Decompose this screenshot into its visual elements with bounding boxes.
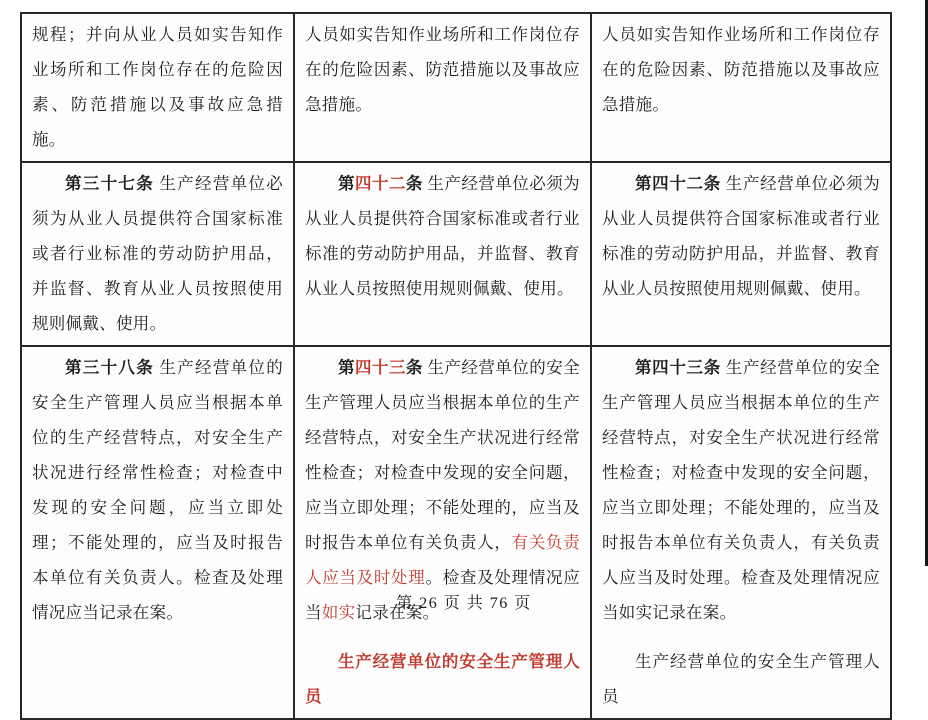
table-cell	[591, 162, 891, 346]
highlighted-text-run: 生产经营单位的安全生产管理人员	[305, 652, 580, 706]
text-run: 第三十七条	[65, 174, 154, 193]
text-run: 第三十八条	[65, 358, 154, 377]
text-run: 第	[338, 358, 355, 377]
table-cell	[591, 13, 891, 162]
table-cell	[591, 346, 891, 719]
text-run: 人员如实告知作业场所和工作岗位存在的危险因素、防范措施以及事故应急措施。	[602, 25, 880, 114]
paragraph	[32, 350, 283, 630]
table-row	[21, 162, 891, 346]
paragraph	[305, 17, 580, 122]
highlighted-text-run: 四十三	[354, 358, 406, 377]
paragraph	[602, 350, 880, 630]
text-run: 生产经营单位的安全生产管理人员	[602, 652, 880, 706]
text-run: 第四十三条	[635, 358, 721, 377]
paragraph	[602, 166, 880, 306]
text-run: 第	[338, 174, 355, 193]
text-run: 第四十二条	[635, 174, 721, 193]
table-cell	[294, 13, 591, 162]
text-run: 生产经营单位必须为从业人员提供符合国家标准或者行业标准的劳动防护用品，并监督、教育从业人员按照使用规则佩戴、使用。	[32, 174, 284, 333]
text-run: 生产经营单位的安全生产管理人员应当根据本单位的生产经营特点，对安全生产状况进行经常性检查；对检查中发现的安全问题，应当立即处理；不能处理的，应当及时报告本单位有关负责人，	[305, 358, 580, 552]
paragraph	[305, 166, 580, 306]
paragraph	[602, 17, 880, 122]
paragraph	[32, 166, 283, 341]
table-cell	[21, 13, 294, 162]
paragraph	[32, 17, 283, 157]
paragraph	[305, 644, 580, 714]
table-row	[21, 13, 891, 162]
text-run: 条	[405, 358, 423, 377]
text-run: 生产经营单位的安全生产管理人员应当根据本单位的生产经营特点，对安全生产状况进行经常性检查；对检查中发现的安全问题，应当立即处理；不能处理的，应当及时报告本单位有关负责人，有关负责人应当及时处理。检查及处理情况应当如实记录在案。	[602, 358, 881, 622]
table-cell	[294, 162, 591, 346]
table-row	[21, 346, 891, 719]
text-run: 生产经营单位必须为从业人员提供符合国家标准或者行业标准的劳动防护用品，并监督、教育从业人员按照使用规则佩戴、使用。	[602, 174, 881, 298]
text-run: 规程；并向从业人员如实告知作业场所和工作岗位存在的危险因素、防范措施以及事故应急措施。	[32, 25, 283, 149]
law-comparison-table	[20, 12, 892, 720]
page-number-footer: 第 26 页 共 76 页	[396, 595, 532, 612]
highlighted-text-run: 四十二	[354, 174, 406, 193]
text-run: 。检查及处理情况应当	[305, 568, 580, 622]
text-run: 人员如实告知作业场所和工作岗位存在的危险因素、防范措施以及事故应急措施。	[305, 25, 580, 114]
highlighted-text-run: 有关负责人应当及时处理	[305, 533, 581, 587]
text-run: 条	[405, 174, 423, 193]
table-cell	[294, 346, 591, 719]
highlighted-text-run: 如实	[321, 603, 356, 622]
paragraph	[602, 644, 880, 714]
table-cell	[21, 346, 294, 719]
text-run: 生产经营单位的安全生产管理人员应当根据本单位的生产经营特点，对安全生产状况进行经常性检查；对检查中发现的安全问题，应当立即处理；不能处理的，应当及时报告本单位有关负责人。检查及处理情况应当记录在案。	[32, 358, 284, 622]
text-run: 生产经营单位必须为从业人员提供符合国家标准或者行业标准的劳动防护用品，并监督、教育从业人员按照使用规则佩戴、使用。	[305, 174, 580, 298]
law-table-body	[21, 13, 891, 719]
table-cell	[21, 162, 294, 346]
text-run: 记录在案。	[355, 603, 440, 622]
paragraph	[305, 350, 580, 630]
